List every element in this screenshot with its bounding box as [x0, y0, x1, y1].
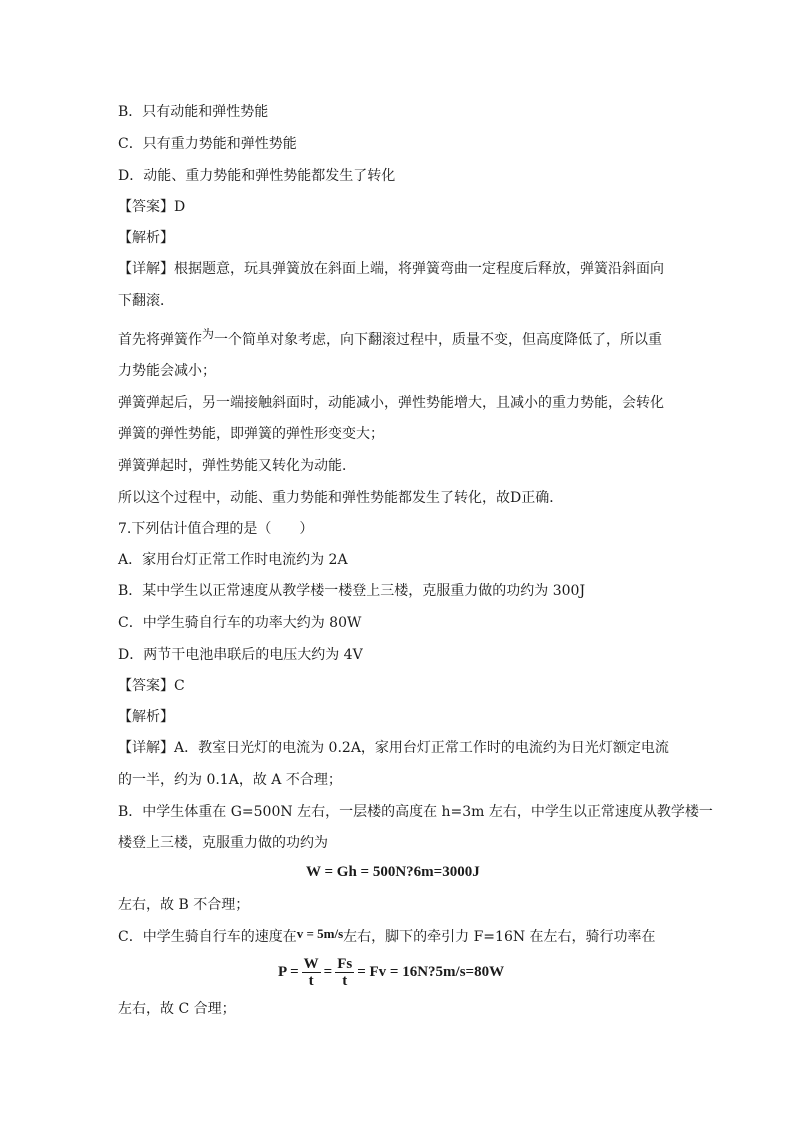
detail-q6-line2: 下翻滚．: [118, 293, 174, 309]
equals-sign: =: [323, 964, 333, 980]
detail-q7-line6: [118, 928, 656, 946]
option-a-q7: A．家用台灯正常工作时电流约为 2A: [118, 552, 348, 568]
text-segment: C．中学生骑自行车的速度在: [118, 929, 297, 945]
option-d-q7: D．两节干电池串联后的电压大约为 4V: [118, 647, 363, 663]
detail-q7-line1: 【详解】A．教室日光灯的电流为 0.2A，家用台灯正常工作时的电流约为日光灯额定电流: [118, 740, 669, 756]
detail-q6-line7: 弹簧弹起时，弹性势能又转化为动能．: [118, 458, 356, 474]
answer-q7: 【答案】C: [118, 678, 185, 694]
question-7-stem: 7.下列估计值合理的是（ ）: [118, 521, 314, 537]
detail-q6-line3: [118, 327, 663, 349]
analysis-heading-q6: 【解析】: [118, 230, 174, 246]
formula-work: W = Gh = 500N?6m=3000J: [306, 864, 480, 880]
detail-q7-line5: 左右，故 B 不合理；: [118, 897, 250, 913]
text-segment: 首先将弹簧作: [118, 332, 202, 348]
fraction-w-over-t: [302, 956, 321, 989]
fraction-fs-over-t: [335, 956, 354, 989]
formula-power-rhs: = Fv = 16N?5m/s=80W: [357, 964, 505, 980]
analysis-heading-q7: 【解析】: [118, 709, 174, 725]
detail-q6-line6: 弹簧的弹性势能，即弹簧的弹性形变变大；: [118, 426, 384, 442]
detail-q6-line1: 【详解】根据题意，玩具弹簧放在斜面上端，将弹簧弯曲一定程度后释放，弹簧沿斜面向: [118, 261, 664, 277]
formula-power-lhs: P =: [278, 964, 299, 980]
option-d-q6: D．动能、重力势能和弹性势能都发生了转化: [118, 168, 396, 184]
fraction-denominator: t: [342, 972, 348, 989]
fraction-denominator: t: [308, 972, 314, 989]
detail-q7-line3: B．中学生体重在 G=500N 左右，一层楼的高度在 h=3m 左右，中学生以正常速度从教学楼一: [118, 804, 713, 820]
formula-speed: v = 5m/s: [296, 926, 344, 941]
detail-q7-line2: 的一半，约为 0.1A，故 A 不合理；: [118, 772, 342, 788]
option-b-q7: B．某中学生以正常速度从教学楼一楼登上三楼，克服重力做的功约为 300J: [118, 583, 586, 599]
detail-q7-line4: 楼登上三楼，克服重力做的功约为: [118, 835, 328, 851]
answer-q6: 【答案】D: [118, 199, 186, 215]
detail-q6-line5: 弹簧弹起后，另一端接触斜面时，动能减小，弹性势能增大，且减小的重力势能，会转化: [118, 395, 664, 411]
text-segment: 一个简单对象考虑，向下翻滚过程中，质量不变，但高度降低了，所以重: [214, 332, 663, 348]
detail-q7-line7: 左右，故 C 合理；: [118, 1001, 236, 1017]
formula-power: [278, 955, 504, 989]
raised-char: 为: [202, 327, 215, 341]
detail-q6-line8: 所以这个过程中，动能、重力势能和弹性势能都发生了转化，故D正确．: [118, 490, 564, 506]
fraction-numerator: Fs: [337, 955, 353, 972]
option-b-q6: B．只有动能和弹性势能: [118, 104, 269, 120]
detail-q6-line4: 力势能会减小；: [118, 363, 216, 379]
text-segment: 左右，脚下的牵引力 F=16N 在左右，骑行功率在: [343, 929, 656, 945]
option-c-q7: C．中学生骑自行车的功率大约为 80W: [118, 615, 362, 631]
fraction-numerator: W: [303, 955, 319, 972]
option-c-q6: C．只有重力势能和弹性势能: [118, 136, 297, 152]
